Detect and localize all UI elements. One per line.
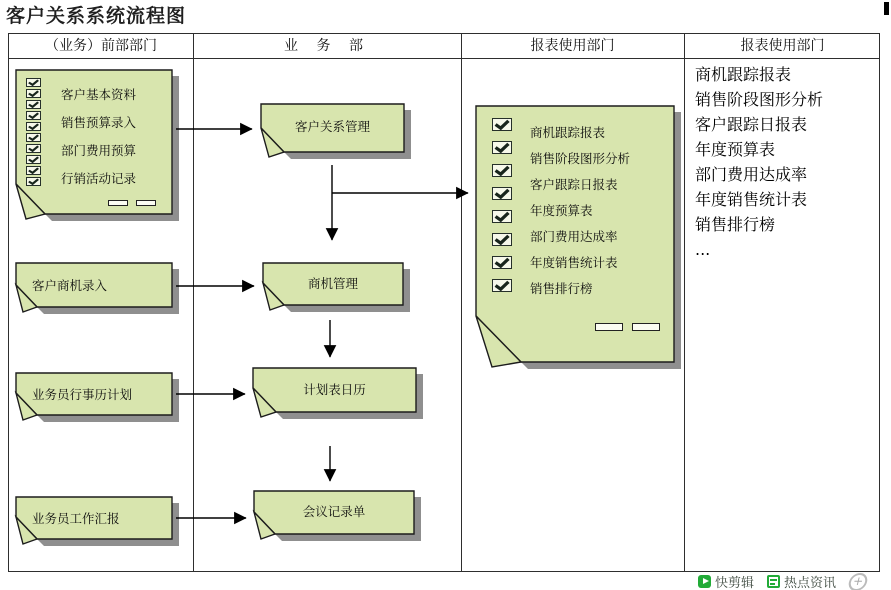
note-label: 业务员行事历计划 (32, 387, 133, 402)
checkbox-icon (26, 177, 41, 186)
quick-clip-button[interactable] (698, 572, 754, 590)
circle-plus-icon[interactable]: + (847, 573, 869, 590)
corner-artifact-icon (884, 2, 889, 15)
note-item: 年度预算表 (530, 203, 593, 218)
quick-clip-label: 快剪辑 (715, 576, 755, 590)
note-data-entry (15, 69, 180, 222)
note-opportunity-mgmt (262, 262, 411, 313)
notepad-slot (632, 323, 660, 331)
notepad-slot (595, 323, 623, 331)
header-divider (9, 58, 879, 59)
notepad-slot (108, 200, 128, 206)
note-item-list (530, 126, 630, 296)
note-schedule-calendar (252, 367, 424, 420)
checkbox-icon (26, 89, 41, 98)
checkbox-icon (492, 118, 512, 131)
note-meeting-record (253, 490, 422, 542)
lane-divider-1 (193, 34, 194, 571)
note-item: 年度销售统计表 (530, 255, 618, 270)
checkbox-column (492, 118, 512, 292)
checkbox-column (26, 78, 41, 186)
note-item: 销售阶段图形分析 (530, 151, 631, 166)
report-name: 客户跟踪日报表 (695, 115, 808, 134)
note-label: 业务员工作汇报 (32, 511, 120, 526)
note-item-list (61, 87, 136, 186)
note-reports (475, 105, 682, 370)
note-label: 商机管理 (307, 275, 358, 291)
checkbox-icon (26, 122, 41, 131)
lane-header-report-users-2: 报表使用部门 (740, 38, 825, 54)
note-salesman-work-report (15, 496, 180, 547)
checkbox-icon (26, 111, 41, 120)
lane-header-report-users-1: 报表使用部门 (530, 38, 615, 54)
note-label: 会议记录单 (302, 504, 366, 519)
notepad-slot (136, 200, 156, 206)
checkbox-icon (492, 187, 512, 200)
checkbox-icon (492, 164, 512, 177)
note-label: 客户商机录入 (32, 278, 108, 293)
note-item: 商机跟踪报表 (530, 125, 606, 140)
hot-news-icon (767, 575, 780, 588)
checkbox-icon (492, 279, 512, 292)
checkbox-icon (492, 256, 512, 269)
note-item: 部门费用达成率 (530, 229, 618, 244)
checkbox-icon (492, 233, 512, 246)
checkbox-icon (26, 133, 41, 142)
note-item: 客户跟踪日报表 (530, 177, 618, 192)
page-title: 客户关系系统流程图 (6, 5, 187, 27)
hot-news-label: 热点资讯 (784, 576, 837, 590)
checkbox-icon (26, 78, 41, 87)
report-name: 年度销售统计表 (695, 190, 808, 209)
report-name-list (695, 62, 823, 262)
note-crm (260, 103, 412, 160)
note-item: 部门费用预算 (61, 143, 137, 158)
report-name: 销售排行榜 (695, 215, 776, 234)
checkbox-icon (492, 210, 512, 223)
browser-overlay-bar (698, 573, 867, 590)
note-item: 销售预算录入 (61, 115, 137, 130)
report-name-ellipsis: ... (695, 240, 711, 259)
checkbox-icon (26, 144, 41, 153)
note-opportunity-entry (15, 262, 180, 315)
checkbox-icon (492, 141, 512, 154)
quick-clip-play-icon (698, 575, 711, 588)
checkbox-icon (26, 166, 41, 175)
hot-news-button[interactable] (767, 572, 836, 590)
report-name: 年度预算表 (695, 140, 776, 159)
note-label: 计划表日历 (303, 381, 366, 397)
lane-header-front-dept: （业务）前部部门 (45, 38, 157, 54)
note-item: 行销活动记录 (61, 171, 137, 186)
lane-divider-3 (684, 34, 685, 571)
report-name: 部门费用达成率 (695, 165, 808, 184)
note-label: 客户关系管理 (294, 119, 370, 134)
note-salesman-calendar (15, 372, 180, 423)
lane-header-business-dept: 业 务 部 (284, 38, 370, 54)
report-name: 商机跟踪报表 (695, 65, 792, 84)
report-name: 销售阶段图形分析 (695, 90, 824, 109)
note-item: 客户基本资料 (61, 87, 137, 102)
checkbox-icon (26, 100, 41, 109)
lane-divider-2 (461, 34, 462, 571)
note-item: 销售排行榜 (530, 281, 593, 296)
checkbox-icon (26, 155, 41, 164)
